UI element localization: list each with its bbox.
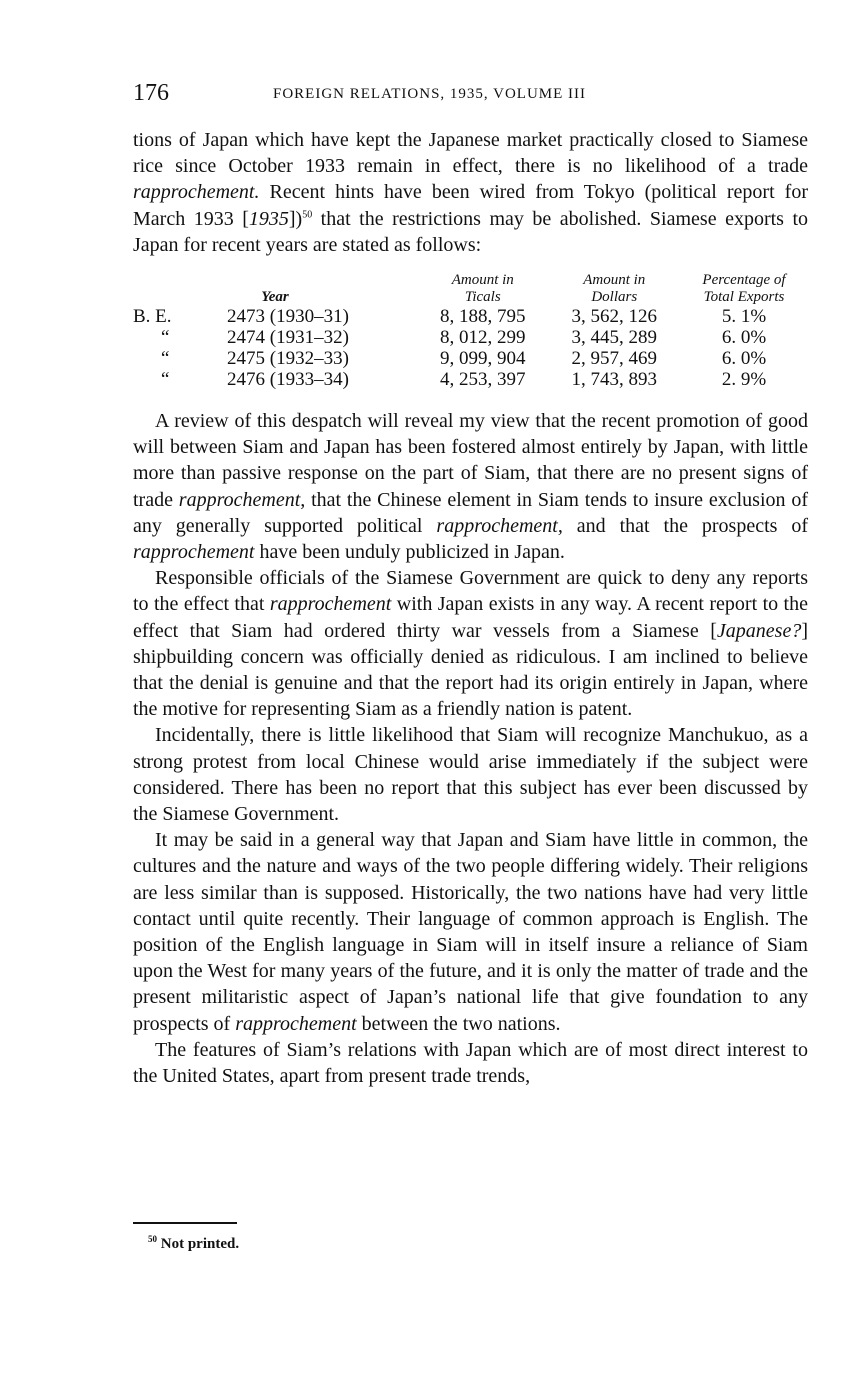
features-paragraph: The features of Siam’s relations with Japan which are of most direct interest to the United States, apart from present trade trends,	[133, 1038, 808, 1088]
header-dollars	[549, 272, 681, 306]
intro-text-1: tions of Japan which have kept the Japanese market practically closed to Siamese rice since October 1933 remain in effect, there is no likelihood of a trade	[133, 129, 808, 178]
page-number: 176	[133, 80, 169, 106]
row-ticals: 4, 253, 397	[440, 369, 526, 391]
general-emphasis-a: rapprochement	[235, 1012, 357, 1035]
table-row	[133, 348, 808, 369]
footnote-divider	[133, 1222, 237, 1224]
row-year: 2475 (1932–33)	[227, 348, 349, 370]
header-ticals-line1: Amount in	[451, 272, 514, 289]
general-text-a: It may be said in a general way that Japan and Siam have little in common, the cultures and the nature and ways of the two people differing widely. Their religions are less similar than is supposed. Historically, the two nations have had very little contact until quite recently. Their language of common approach is English. The position of the English language in Siam will in itself insure a reliance of Siam upon the West for many years of the future, and it is only the matter of trade and the present militaristic aspect of Japan’s national life that give foundation to any prospects of	[133, 829, 808, 1035]
responsible-paragraph	[133, 565, 808, 722]
responsible-text-c: ] shipbuilding concern was officially denied as ridiculous. I am inclined to believe that the denial is genuine and that the report had its origin entirely in Japan, where the motive for representing Siam as a friendly nation is patent.	[133, 619, 808, 721]
row-dollars: 3, 445, 289	[571, 327, 658, 349]
intro-emphasis-1: rapprochement.	[133, 181, 260, 204]
intro-text-2: Recent hints have been wired from Tokyo (political report for March 1933 [	[133, 181, 808, 230]
intro-emphasis-2: 1935	[248, 207, 289, 230]
row-percent: 6. 0%	[721, 327, 767, 349]
table-header-row	[133, 272, 808, 306]
review-text-c: and that the prospects of	[562, 514, 808, 537]
row-percent: 6. 0%	[721, 348, 767, 370]
row-percent: 2. 9%	[721, 369, 767, 391]
row-ticals: 8, 188, 795	[440, 306, 526, 328]
footnote-reference: 50	[302, 208, 313, 220]
footnote-text: Not printed.	[160, 1236, 240, 1252]
running-head: FOREIGN RELATIONS, 1935, VOLUME III	[273, 86, 587, 102]
general-paragraph	[133, 827, 808, 1037]
intro-paragraph	[133, 127, 808, 258]
responsible-text-b: with Japan exists in any way. A recent report to the effect that Siam had ordered thirty war vessels from a Siamese [	[133, 593, 808, 642]
row-dollars: 1, 743, 893	[571, 369, 658, 391]
review-text-d: have been unduly publicized in Japan.	[254, 541, 565, 564]
table-row	[133, 369, 808, 390]
row-prefix: “	[161, 348, 170, 370]
review-emphasis-b: rapprochement,	[436, 514, 563, 537]
row-prefix: B. E.	[133, 306, 172, 328]
review-emphasis-a: rapprochement,	[178, 488, 306, 511]
header-percent	[680, 272, 808, 306]
row-year: 2473 (1930–31)	[227, 306, 349, 328]
header-ticals-line2: Ticals	[464, 289, 501, 306]
header-percent-line2: Total Exports	[703, 289, 785, 306]
header-ticals	[417, 272, 549, 306]
row-ticals: 8, 012, 299	[440, 327, 526, 349]
row-ticals: 9, 099, 904	[440, 348, 526, 370]
footnote-number: 50	[148, 1234, 157, 1244]
page-header	[133, 80, 808, 110]
header-year: Year	[261, 289, 289, 306]
row-year: 2474 (1931–32)	[227, 327, 349, 349]
footnote	[148, 1236, 239, 1253]
review-text-a: A review of this despatch will reveal my view that the recent promotion of good will between Siam and Japan has been fostered almost entirely by Japan, with little more than passive response on the part of Siam, that there are no present signs of trade	[133, 410, 808, 511]
header-dollars-line2: Dollars	[591, 289, 638, 306]
row-dollars: 3, 562, 126	[571, 306, 658, 328]
intro-text-4: that the restrictions may be abolished. Siamese exports to Japan for recent years are stated as follows:	[133, 207, 808, 256]
responsible-emphasis-b: Japanese?	[716, 619, 802, 642]
review-emphasis-c: rapprochement	[133, 541, 255, 564]
row-prefix: “	[161, 369, 170, 391]
general-text-b: between the two nations.	[356, 1012, 561, 1035]
review-paragraph	[133, 408, 808, 565]
row-dollars: 2, 957, 469	[571, 348, 658, 370]
header-percent-line1: Percentage of	[702, 272, 786, 289]
row-year: 2476 (1933–34)	[227, 369, 349, 391]
intro-text-3: ])	[288, 207, 303, 230]
row-prefix: “	[161, 327, 170, 349]
table-row	[133, 306, 808, 327]
responsible-emphasis-a: rapprochement	[269, 593, 392, 616]
body-text	[133, 127, 808, 1089]
review-text-b: that the Chinese element in Siam tends to insure exclusion of any generally supported political	[133, 488, 808, 537]
exports-table	[133, 272, 808, 390]
header-dollars-line1: Amount in	[583, 272, 646, 289]
responsible-text-a: Responsible officials of the Siamese Government are quick to deny any reports to the effect that	[133, 567, 808, 616]
incidentally-paragraph: Incidentally, there is little likelihood that Siam will recognize Manchukuo, as a strong protest from local Chinese would arise immediately if the subject were considered. There has been no report that this subject has ever been discussed by the Siamese Government.	[133, 724, 808, 826]
row-percent: 5. 1%	[721, 306, 767, 328]
table-row	[133, 327, 808, 348]
